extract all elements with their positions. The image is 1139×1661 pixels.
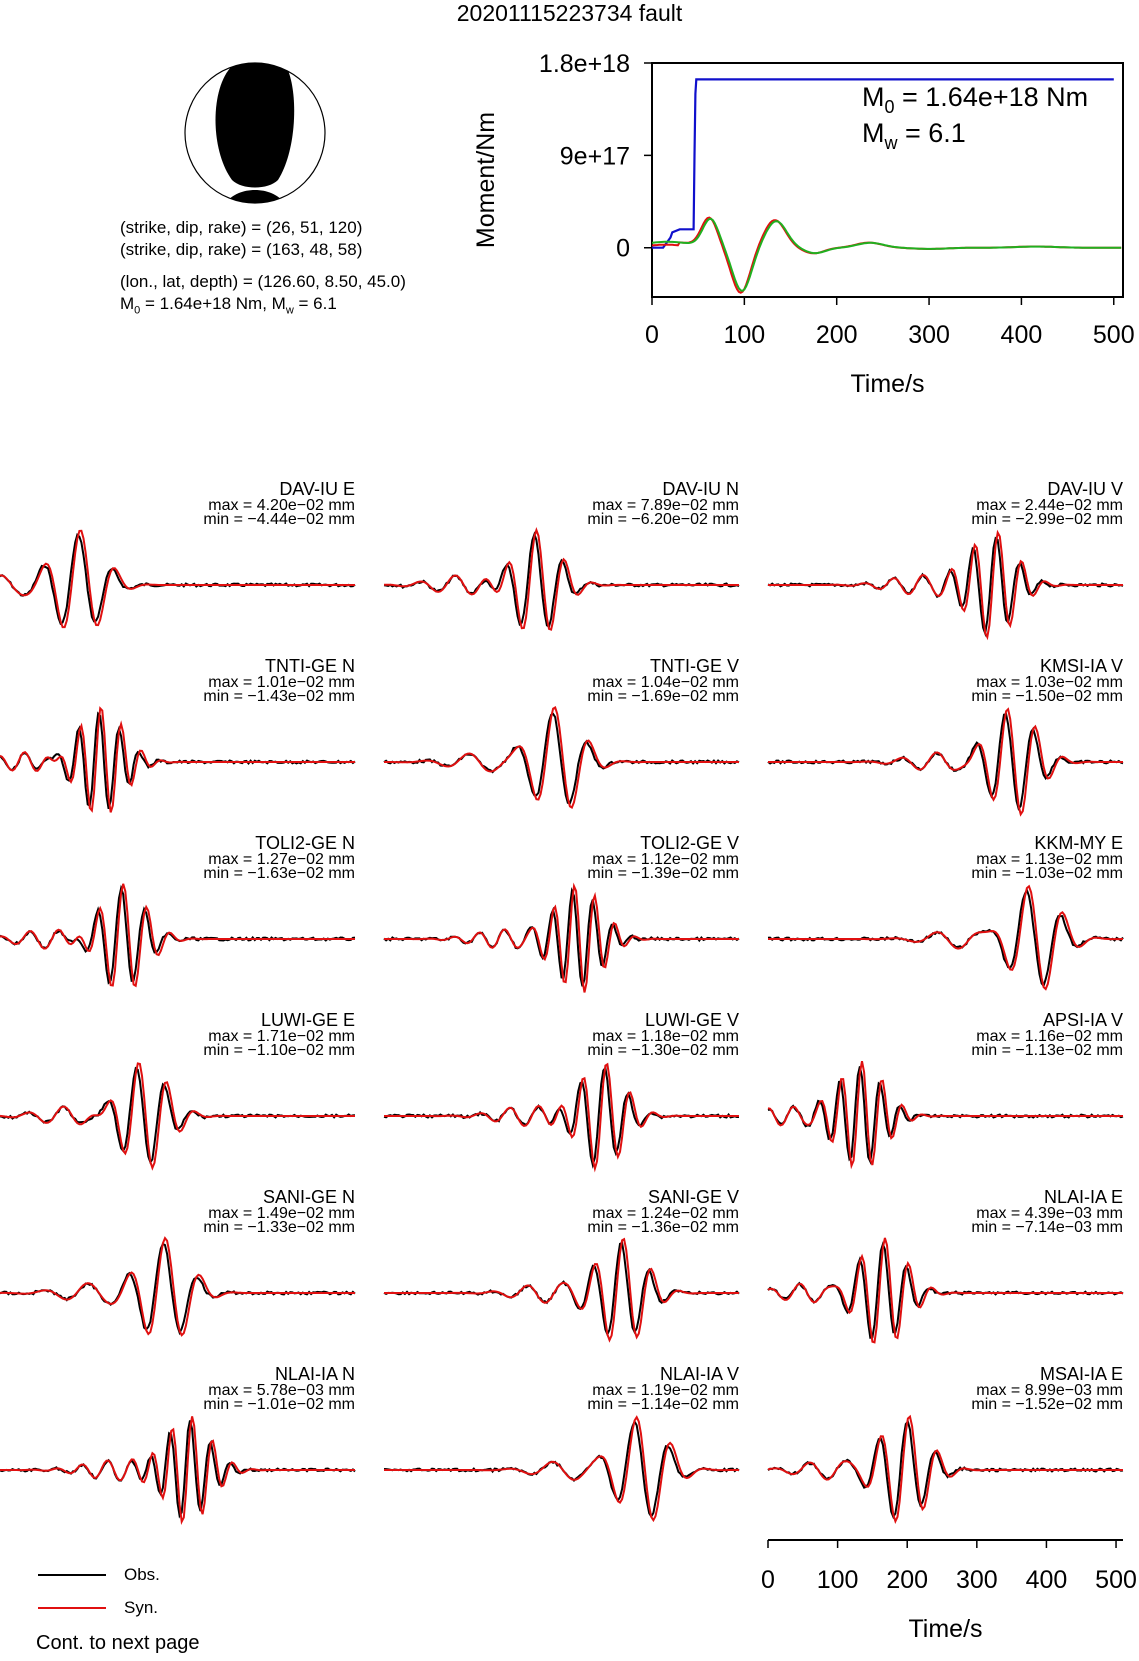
waveform-max-label: max = 1.19e−02 mm: [592, 1382, 739, 1399]
waveform-max-label: max = 5.78e−03 mm: [208, 1382, 355, 1399]
waveform-max-label: max = 1.01e−02 mm: [208, 674, 355, 691]
waveform-panel: [768, 656, 1123, 814]
moment-xtick-label: 0: [645, 321, 659, 349]
observed-trace: [384, 1243, 739, 1335]
moment-ytick-label: 0: [616, 234, 630, 263]
waveform-station-label: DAV-IU N: [662, 479, 739, 499]
waveform-station-label: TOLI2-GE V: [640, 833, 739, 853]
waveform-station-label: LUWI-GE E: [260, 1010, 355, 1030]
waveform-station-label: MSAI-IA E: [1039, 1364, 1123, 1384]
moment-xtick-label: 400: [1000, 321, 1043, 349]
moment-trace-green: [652, 219, 1121, 291]
waveform-min-label: min = −6.20e−02 mm: [587, 511, 739, 528]
synthetic-trace: [0, 1064, 355, 1168]
waveform-panel: [0, 1010, 355, 1168]
waveform-max-label: max = 1.71e−02 mm: [208, 1028, 355, 1045]
location-line: (lon., lat, depth) = (126.60, 8.50, 45.0): [120, 272, 406, 291]
wave-xtick-label: 400: [1025, 1566, 1068, 1594]
continued-note: Cont. to next page: [36, 1632, 200, 1654]
waveform-station-label: DAV-IU V: [1047, 479, 1123, 499]
waveform-max-label: max = 4.39e−03 mm: [976, 1205, 1123, 1222]
waveform-panel: [0, 1364, 355, 1522]
wave-xlabel: Time/s: [908, 1615, 983, 1643]
waveform-min-label: min = −7.14e−03 mm: [971, 1219, 1123, 1236]
moment-annotation-m0: $M_0 = 1.64e+18$ Nm: [862, 82, 1089, 117]
synthetic-trace: [0, 531, 355, 627]
waveform-panel: [768, 833, 1123, 989]
plane1-line: (strike, dip, rake) = (26, 51, 120): [120, 218, 363, 237]
waveform-station-label: TNTI-GE V: [650, 656, 739, 676]
waveform-min-label: min = −1.33e−02 mm: [203, 1219, 355, 1236]
waveform-min-label: min = −1.43e−02 mm: [203, 688, 355, 705]
wave-xtick-label: 500: [1095, 1566, 1137, 1594]
waveform-min-label: min = −1.14e−02 mm: [587, 1396, 739, 1413]
waveform-min-label: min = −1.01e−02 mm: [203, 1396, 355, 1413]
waveform-panel: [768, 1010, 1123, 1166]
waveform-panel: [384, 833, 739, 992]
waveform-station-label: SANI-GE V: [647, 1187, 739, 1207]
waveform-station-label: TNTI-GE N: [265, 656, 355, 676]
waveform-panel: [384, 1010, 739, 1169]
waveform-max-label: max = 2.44e−02 mm: [976, 497, 1123, 514]
wave-xtick-label: 0: [761, 1566, 775, 1594]
synthetic-trace: [768, 1061, 1123, 1165]
waveform-station-label: KMSI-IA V: [1039, 656, 1123, 676]
waveform-min-label: min = −2.99e−02 mm: [971, 511, 1123, 528]
figure-title: 20201115223734 fault: [456, 0, 683, 26]
waveform-max-label: max = 1.12e−02 mm: [592, 851, 739, 868]
waveform-grid: [0, 420, 1139, 1661]
waveform-panel: [768, 1187, 1123, 1342]
waveform-station-label: APSI-IA V: [1042, 1010, 1123, 1030]
moment-xtick-label: 300: [908, 321, 950, 349]
waveform-min-label: min = −1.10e−02 mm: [203, 1042, 355, 1059]
waveform-min-label: min = −1.50e−02 mm: [971, 688, 1123, 705]
observed-trace: [384, 534, 739, 626]
synthetic-trace: [0, 1238, 355, 1335]
waveform-station-label: TOLI2-GE N: [255, 833, 355, 853]
waveform-panel: [384, 1187, 739, 1340]
moment-ytick-label: 9e+17: [559, 142, 630, 171]
synthetic-trace: [384, 1239, 739, 1340]
synthetic-trace: [0, 884, 355, 986]
synthetic-trace: [384, 1064, 739, 1168]
moment-ylabel: Moment/Nm: [472, 111, 500, 249]
waveform-panel: [384, 1364, 739, 1520]
wave-xtick-label: 100: [816, 1566, 859, 1594]
moment-trace-red: [652, 218, 1121, 293]
waveform-max-label: max = 7.89e−02 mm: [592, 497, 739, 514]
synthetic-trace: [768, 1238, 1123, 1342]
waveform-max-label: max = 1.27e−02 mm: [208, 851, 355, 868]
waveform-min-label: min = −1.69e−02 mm: [587, 688, 739, 705]
observed-trace: [768, 1244, 1123, 1338]
waveform-max-label: max = 4.20e−02 mm: [208, 497, 355, 514]
observed-trace: [384, 714, 739, 803]
waveform-panel: [0, 656, 355, 812]
waveform-min-label: min = −4.44e−02 mm: [203, 511, 355, 528]
waveform-station-label: NLAI-IA E: [1043, 1187, 1123, 1207]
waveform-station-label: DAV-IU E: [279, 479, 355, 499]
waveform-panel: [384, 656, 739, 808]
synthetic-trace: [384, 1417, 739, 1520]
waveform-min-label: min = −1.39e−02 mm: [587, 865, 739, 882]
synthetic-trace: [384, 530, 739, 630]
waveform-max-label: max = 1.49e−02 mm: [208, 1205, 355, 1222]
waveform-panel: [0, 1187, 355, 1335]
waveform-panel: [768, 1364, 1123, 1521]
legend-syn-label: Syn.: [124, 1598, 159, 1617]
moment-annotation-mw: $M_w = 6.1$: [862, 118, 966, 153]
synthetic-trace: [768, 533, 1123, 638]
moment-xtick-label: 200: [815, 321, 858, 349]
waveform-station-label: NLAI-IA V: [659, 1364, 739, 1384]
waveform-station-label: NLAI-IA N: [274, 1364, 355, 1384]
waveform-min-label: min = −1.13e−02 mm: [971, 1042, 1123, 1059]
waveform-max-label: max = 1.16e−02 mm: [976, 1028, 1123, 1045]
waveform-max-label: max = 1.18e−02 mm: [592, 1028, 739, 1045]
waveform-max-label: max = 1.03e−02 mm: [976, 674, 1123, 691]
observed-trace: [768, 1066, 1123, 1161]
moment-xlabel: Time/s: [850, 370, 925, 398]
legend-obs-label: Obs.: [124, 1565, 160, 1584]
waveform-min-label: min = −1.52e−02 mm: [971, 1396, 1123, 1413]
waveform-station-label: LUWI-GE V: [644, 1010, 739, 1030]
waveform-max-label: max = 1.13e−02 mm: [976, 851, 1123, 868]
waveform-min-label: min = −1.63e−02 mm: [203, 865, 355, 882]
moment-xtick-label: 500: [1092, 321, 1135, 349]
waveform-panel: [0, 833, 355, 986]
waveform-panel: [0, 479, 355, 627]
waveform-max-label: max = 1.24e−02 mm: [592, 1205, 739, 1222]
moment-ytick-label: 1.8e+18: [538, 50, 630, 78]
waveform-min-label: min = −1.30e−02 mm: [587, 1042, 739, 1059]
plane2-line: (strike, dip, rake) = (163, 48, 58): [120, 240, 363, 259]
moment-summary-line: $M_0 = 1.64e+18$ Nm, $M_w = 6.1$: [120, 294, 337, 317]
moment-rate-chart: [0, 0, 1139, 400]
synthetic-trace: [768, 709, 1123, 814]
wave-xtick-label: 200: [886, 1566, 929, 1594]
waveform-max-label: max = 8.99e−03 mm: [976, 1382, 1123, 1399]
waveform-station-label: KKM-MY E: [1034, 833, 1123, 853]
waveform-min-label: min = −1.03e−02 mm: [971, 865, 1123, 882]
wave-xtick-label: 300: [955, 1566, 998, 1594]
waveform-max-label: max = 1.04e−02 mm: [592, 674, 739, 691]
waveform-station-label: SANI-GE N: [262, 1187, 355, 1207]
moment-xtick-label: 100: [723, 321, 766, 349]
waveform-min-label: min = −1.36e−02 mm: [587, 1219, 739, 1236]
synthetic-trace: [0, 708, 355, 812]
waveform-panel: [768, 479, 1123, 637]
waveform-panel: [384, 479, 739, 630]
